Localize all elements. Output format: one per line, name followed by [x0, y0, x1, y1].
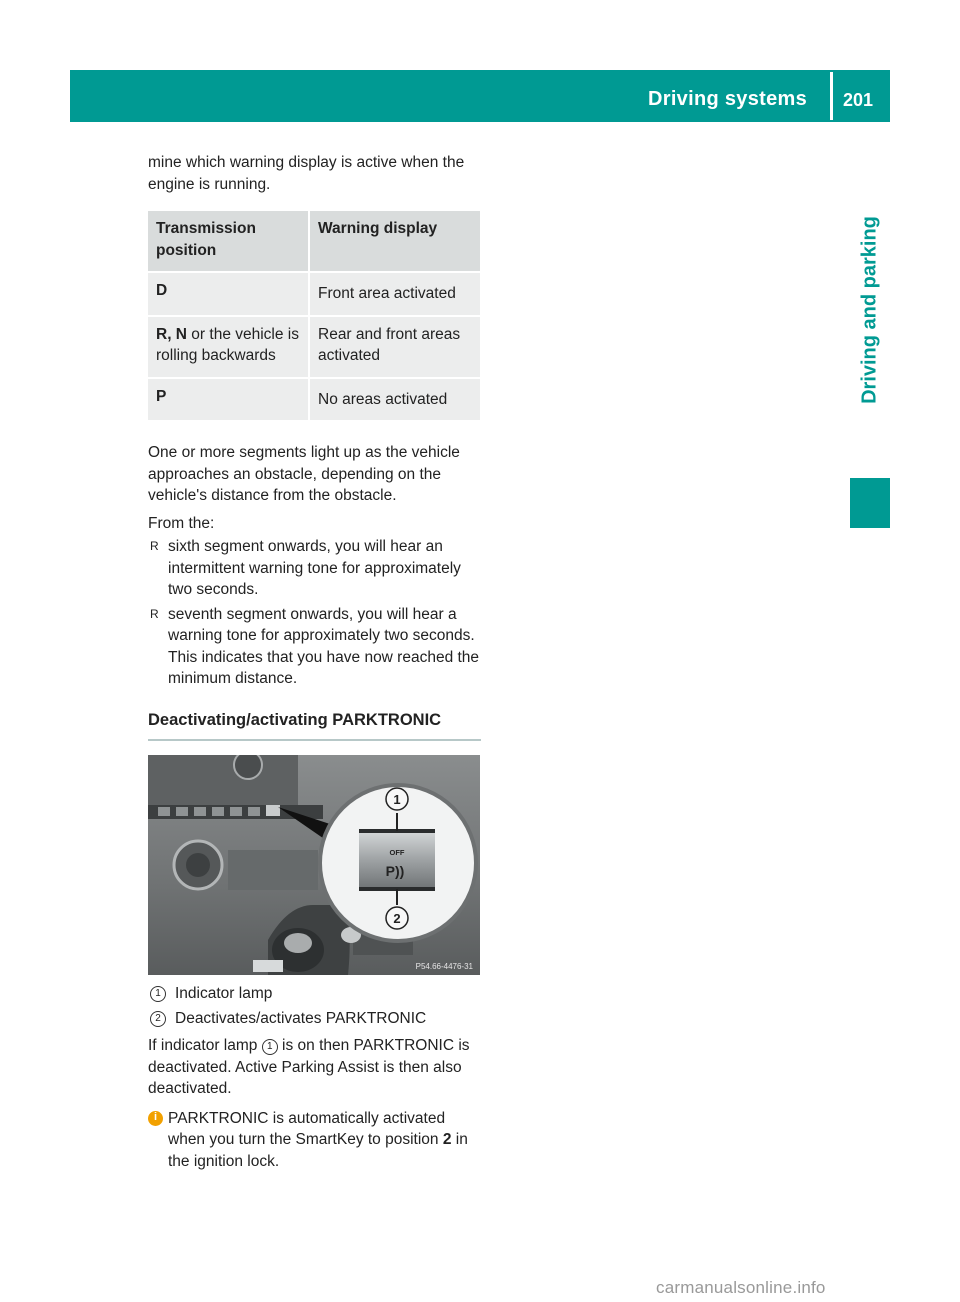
- legend-text: Indicator lamp: [175, 985, 273, 1002]
- list-item-text: sixth segment onwards, you will hear an intermittent warning tone for approximately two seconds.: [168, 538, 461, 598]
- table-cell: Rear and front areas activated: [310, 315, 480, 377]
- info-note: [148, 1108, 481, 1173]
- paragraph: From the:: [148, 514, 215, 532]
- watermark: carmanualsonline.info: [656, 1278, 826, 1297]
- transmission-table: [148, 211, 480, 420]
- info-text: PARKTRONIC is automatically activated when you turn the SmartKey to position: [168, 1109, 446, 1148]
- position-text: or the vehicle is rolling backwards: [156, 325, 299, 364]
- console-illustration: [148, 755, 480, 975]
- section-title: Driving systems: [648, 88, 808, 110]
- callout-number: 2: [150, 1011, 166, 1027]
- page-number: 201: [843, 90, 874, 110]
- table-header: Transmission position: [148, 211, 310, 271]
- table-cell: [148, 315, 310, 377]
- list-item: [148, 604, 481, 690]
- bullet-marker: R: [150, 606, 159, 621]
- switch-off-label: OFF: [389, 848, 405, 857]
- callout-1: 1: [393, 792, 401, 807]
- paragraph-text: If indicator lamp: [148, 1037, 262, 1054]
- callout-number: 1: [150, 986, 166, 1002]
- list-item-text: seventh segment onwards, you will hear a warning tone for approximately two seconds. This indicates that you have now reached the minimum distance.: [168, 605, 480, 687]
- content-column: [148, 152, 481, 1172]
- table-header-row: [148, 211, 480, 271]
- intro-text: mine which warning display is active when the engine is running.: [148, 154, 465, 193]
- paragraph-text: is on then PARKTRONIC is deactivated. Active Parking Assist is then also deactivated.: [148, 1037, 470, 1097]
- section-heading: Deactivating/activating PARKTRONIC: [148, 710, 481, 742]
- figure-photo: [148, 755, 480, 975]
- callout-2: 2: [393, 911, 401, 926]
- table-cell: No areas activated: [310, 377, 480, 421]
- info-position: 2: [442, 1131, 452, 1148]
- legend-item: [148, 1008, 481, 1030]
- info-text: in the ignition lock.: [168, 1131, 468, 1170]
- table-row: [148, 315, 480, 377]
- figure-legend: [148, 983, 481, 1029]
- side-tab-marker: [850, 478, 890, 528]
- side-tab-label: Driving and parking: [858, 216, 881, 404]
- table-cell: Front area activated: [310, 271, 480, 315]
- callout-number: 1: [262, 1039, 278, 1055]
- table-row: [148, 377, 480, 421]
- table-cell: [148, 377, 310, 421]
- position-code: P: [156, 387, 167, 405]
- legend-item: [148, 983, 481, 1005]
- position-code: D: [156, 282, 168, 299]
- parktronic-symbol: P)): [385, 863, 405, 879]
- paragraph: [148, 1035, 481, 1100]
- bullet-list: [148, 536, 481, 690]
- table-cell: [148, 271, 310, 315]
- header-divider: [830, 72, 833, 120]
- info-icon: i: [148, 1111, 163, 1126]
- figure-code: P54.66-4476-31: [415, 962, 473, 971]
- table-header: Warning display: [310, 211, 480, 271]
- position-code: R, N: [156, 325, 187, 343]
- side-tab: [850, 142, 890, 478]
- bullet-marker: R: [150, 539, 159, 553]
- legend-text: Deactivates/activates PARKTRONIC: [175, 1009, 427, 1027]
- list-item: [148, 536, 481, 601]
- table-row: [148, 271, 480, 315]
- paragraph: One or more segments light up as the vehicle approaches an obstacle, depending on the vehicle's distance from the obstacle.: [148, 444, 460, 504]
